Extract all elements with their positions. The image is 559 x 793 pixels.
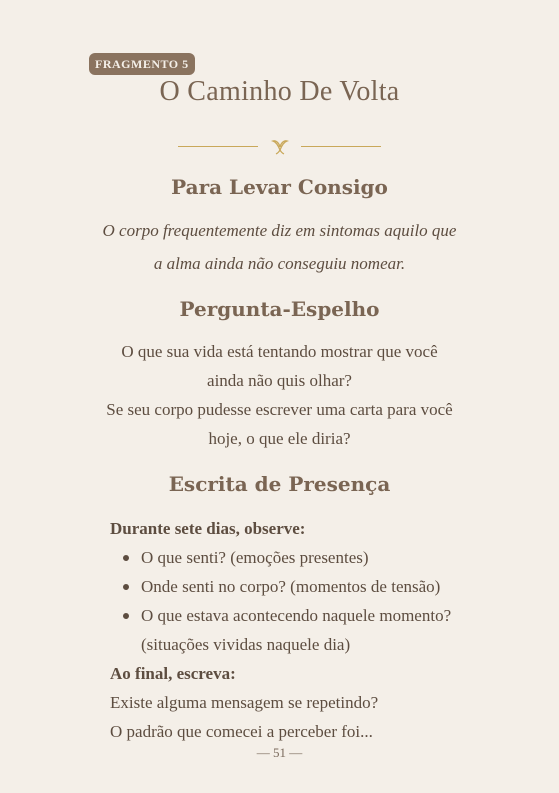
final-line: O padrão que comecei a perceber foi... <box>110 722 373 741</box>
section-heading-pergunta: Pergunta-Espelho <box>179 297 380 321</box>
question-line: Se seu corpo pudesse escrever uma carta para você <box>106 400 453 419</box>
question-line: O que sua vida está tentando mostrar que você <box>121 342 438 361</box>
fragment-badge: FRAGMENTO 5 <box>89 53 195 75</box>
writing-exercise <box>110 514 519 746</box>
divider-line-left <box>178 146 258 147</box>
section-heading-escrita: Escrita de Presença <box>168 472 391 496</box>
observation-list <box>110 543 519 659</box>
question-line: ainda não quis olhar? <box>207 371 352 390</box>
ornamental-divider <box>178 138 381 158</box>
list-item: O que senti? (emoções presentes) <box>141 543 519 572</box>
list-item: O que estava acontecendo naquele momento? (situações vividas naquele dia) <box>141 601 519 659</box>
section-heading-levar: Para Levar Consigo <box>171 175 388 199</box>
page-title: O Caminho De Volta <box>159 76 400 107</box>
final-label: Ao final, escreva: <box>110 664 236 683</box>
divider-line-right <box>301 146 381 147</box>
flourish-icon <box>270 138 290 156</box>
final-line: Existe alguma mensagem se repetindo? <box>110 693 379 712</box>
page-number: — 51 — <box>256 745 303 760</box>
quote-block <box>60 214 499 280</box>
question-block <box>60 337 499 453</box>
quote-line: a alma ainda não conseguiu nomear. <box>153 254 406 273</box>
list-item: Onde senti no corpo? (momentos de tensão) <box>141 572 519 601</box>
question-line: hoje, o que ele diria? <box>208 429 351 448</box>
quote-line: O corpo frequentemente diz em sintomas aquilo que <box>102 221 457 240</box>
exercise-intro: Durante sete dias, observe: <box>110 519 306 538</box>
